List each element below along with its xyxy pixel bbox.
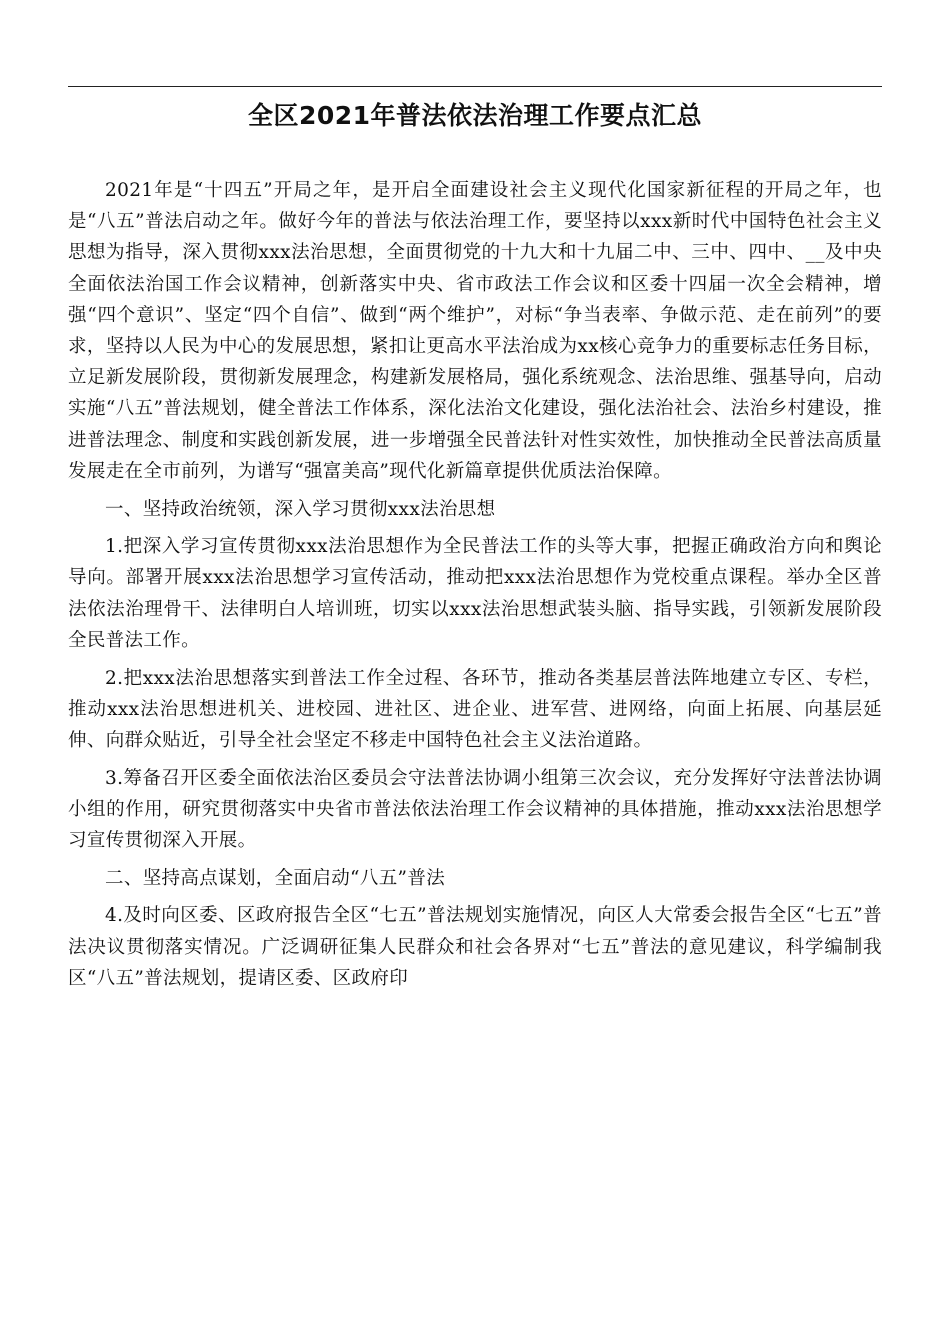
item-4-paragraph: 4.及时向区委、区政府报告全区“七五”普法规划实施情况，向区人大常委会报告全区“七五”普法决议贯彻落实情况。广泛调研征集人民群众和社会各界对“七五”普法的意见建议，科学编制我区“八五”普法规划，提请区委、区政府印 [68, 905, 882, 989]
document-body [68, 175, 882, 994]
document-title: 全区2021年普法依法治理工作要点汇总 [247, 101, 703, 130]
item-3-paragraph: 3.筹备召开区委全面依法治区委员会守法普法协调小组第三次会议，充分发挥好守法普法协调小组的作用，研究贯彻落实中央省市普法依法治理工作会议精神的具体措施，推动xxx法治思想学习宣传贯彻深入开展。 [68, 767, 882, 852]
item-2-paragraph: 2.把xxx法治思想落实到普法工作全过程、各环节，推动各类基层普法阵地建立专区、专栏，推动xxx法治思想进机关、进校园、进社区、进企业、进军营、进网络，向面上拓展、向基层延伸、向群众贴近，引导全社会坚定不移走中国特色社会主义法治道路。 [68, 667, 882, 751]
item-1-paragraph: 1.把深入学习宣传贯彻xxx法治思想作为全民普法工作的头等大事，把握正确政治方向和舆论导向。部署开展xxx法治思想学习宣传活动，推动把xxx法治思想作为党校重点课程。举办全区普法依法治理骨干、法律明白人培训班，切实以xxx法治思想武装头脑、指导实践，引领新发展阶段全民普法工作。 [68, 536, 882, 651]
intro-paragraph: 2021年是“十四五”开局之年，是开启全面建设社会主义现代化国家新征程的开局之年，也是“八五”普法启动之年。做好今年的普法与依法治理工作，要坚持以xxx新时代中国特色社会主义思想为指导，深入贯彻xxx法治思想，全面贯彻党的十九大和十九届二中、三中、四中、__及中央全面依法治国工作会议精神，创新落实中央、省市政法工作会议和区委十四届一次全会精神，增强“四个意识”、坚定“四个自信”、做到“两个维护”，对标“争当表率、争做示范、走在前列”的要求，坚持以人民为中心的发展思想，紧扣让更高水平法治成为xx核心竞争力的重要标志任务目标，立足新发展阶段，贯彻新发展理念，构建新发展格局，强化系统观念、法治思维、强基导向，启动实施“八五”普法规划，健全普法工作体系，深化法治文化建设，强化法治社会、法治乡村建设，推进普法理念、制度和实践创新发展，进一步增强全民普法针对性实效性，加快推动全民普法高质量发展走在全市前列，为谱写“强富美高”现代化新篇章提供优质法治保障。 [68, 180, 882, 482]
header-rule [68, 86, 882, 87]
section-heading-1: 一、坚持政治统领，深入学习贯彻xxx法治思想 [105, 498, 496, 520]
section-heading-2: 二、坚持高点谋划，全面启动“八五”普法 [105, 867, 446, 889]
